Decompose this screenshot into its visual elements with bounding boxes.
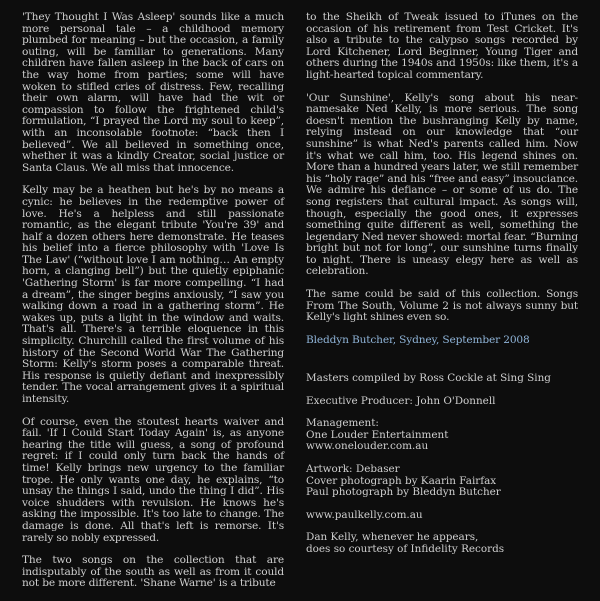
- paragraph-our-sunshine: 'Our Sunshine', Kelly's song about his near-namesake Ned Kelly, is more serious. The song doesn't mention the bushranging Kelly by name, relying instead on our knowledge that “our sunshine” is what Ned's parents called him. Now it's what we call him, too. His legend shines on. More than a hundred years later, we still remember his “holy rage” and his “free and easy” insouciance. We admire his defiance – or some of us do. The song registers that cultural impact. As songs will, though, especially the good ones, it expresses something quite different as well, something the legendary Ned never showed: mortal fear. “Burning bright but not for long”, our sunshine turns finally to night. There is uneasy elegy here as well as celebration.: [306, 91, 578, 278]
- left-column: [22, 12, 284, 601]
- credit-dan-kelly-2: does so courtesy of Infidelity Records: [306, 542, 505, 555]
- credit-paul-photo: Paul photograph by Bleddyn Butcher: [306, 486, 501, 499]
- paragraph-sheikh: to the Sheikh of Tweak issued to iTunes on the occasion of his retirement from Test Cricket. It's also a tribute to the calypso songs recorded by Lord Kitchener, Lord Beginner, Young Tiger and others during the 1940s and 1950s: like them, it's a light-hearted topical commentary.: [306, 11, 578, 81]
- paragraph-asleep: 'They Thought I Was Asleep' sounds like a much more personal tale – a childhood memory plumbed for meaning – but the occasion, a family outing, will be familiar to generations. Many children have fallen asleep in the back of cars on the way home from parties; some will have woken to stifled cries of distress. Few, recalling their own alarm, will have had the wit or compassion to follow the frightened child's formulation, “I prayed the Lord my soul to keep”, with an inconsolable footnote: “back then I believed”. We all believed in something once, whether it was a kindly Creator, social justice or Santa Claus. We all miss that innocence.: [22, 11, 284, 174]
- right-column: [306, 12, 578, 357]
- credit-website: www.paulkelly.com.au: [306, 508, 423, 521]
- paragraph-two-songs: The two songs on the collection that are indisputably of the south as well as from it could not be more different. 'Shane Warne' is a tribute: [22, 554, 284, 590]
- credit-management-url: www.onelouder.com.au: [306, 440, 429, 453]
- credit-management-company: One Louder Entertainment: [306, 428, 449, 441]
- paragraph-regret: Of course, even the stoutest hearts waiver and fail. 'If I Could Start Today Again' is, as anyone hearing the title will guess, a song of profound regret: if I could only turn back the hands of time! Kelly brings new urgency to the familiar trope. He only wants one day, he explains, “to unsay the things I said, undo the thing I did”. His voice shudders with revulsion. He knows he's asking the impossible. It's too late to change. The damage is done. All that's left is remorse. It's rarely so nobly expressed.: [22, 415, 284, 544]
- paragraph-collection: The same could be said of this collection. Songs From The South, Volume 2 is not always sunny but Kelly's light shines even so.: [306, 288, 578, 324]
- credit-management-label: Management:: [306, 417, 379, 430]
- credit-cover-photo: Cover photograph by Kaarin Fairfax: [306, 474, 497, 487]
- paragraph-heathen: Kelly may be a heathen but he's by no means a cynic: he believes in the redemptive power of love. He's a helpless and still passionate romantic, as the elegant tribute 'You're 39' and half a dozen others here demonstrate. He teases his belief into a fierce philosophy with 'Love Is The Law' (“without love I am nothing… An empty horn, a clanging bell”) but the quietly epiphanic 'Gathering Storm' is far more compelling. “I had a dream”, the singer begins anxiously, “I saw you walking down a road in a gathering storm”. He wakes up, puts a light in the window and waits. That's all. There's a terrible eloquence in this simplicity. Churchill called the first volume of his history of the Second World War The Gathering Storm: Kelly's storm poses a comparable threat. His response is quietly defiant and inexpressibly tender. The vocal arrangement gives it a spiritual intensity.: [22, 184, 284, 405]
- credits-block: [306, 373, 578, 567]
- credit-executive-producer: Executive Producer: John O'Donnell: [306, 394, 496, 407]
- author-signature: Bleddyn Butcher, Sydney, September 2008: [306, 333, 530, 346]
- credit-artwork: Artwork: Debaser: [306, 462, 400, 475]
- credit-masters: Masters compiled by Ross Cockle at Sing Sing: [306, 372, 551, 384]
- credit-dan-kelly-1: Dan Kelly, whenever he appears,: [306, 531, 479, 544]
